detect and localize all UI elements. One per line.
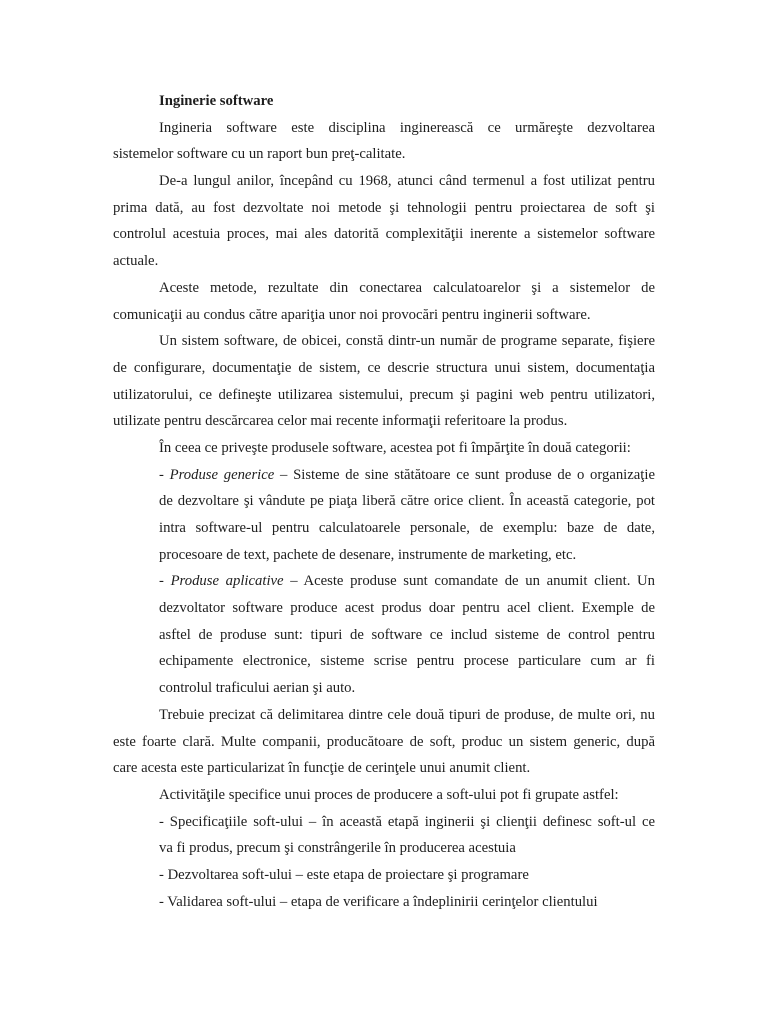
text-line: sistemelor software cu un raport bun preţ-calitate.: [113, 146, 406, 163]
term-emphasis: Produse generice: [169, 466, 275, 483]
doc-title: Inginerie software: [159, 93, 274, 109]
text-line: utilizate pentru descărcarea celor mai recente informaţii referitoare la produs.: [113, 413, 568, 430]
system-components-paragraph: [113, 328, 655, 435]
text-line: comunicaţii au condus către apariţia unor noi provocări pentru inginerii software.: [113, 306, 591, 323]
list-dash: -: [159, 573, 171, 590]
text-line: - Specificaţiile soft-ului – în această etapă inginerii şi clienţii definesc soft-ul ce: [159, 813, 655, 830]
text-line: Un sistem software, de obicei, constă dintr-un număr de programe separate, fişiere: [159, 333, 655, 350]
term-description: – Aceste produse sunt comandate de un anumit client. Un: [283, 573, 655, 590]
text-line: actuale.: [113, 253, 159, 270]
text-line: controlul acestuia proces, mai ales datorită complexităţii inerente a sistemelor software: [113, 226, 655, 243]
product-categories-intro: În ceea ce priveşte produsele software, acestea pot fi împărţite în două categorii:: [159, 439, 631, 456]
text-line: controlul traficului aerian şi auto.: [159, 680, 356, 697]
text-line: asftel de produse sunt: tipuri de software ce includ sisteme de control pentru: [159, 626, 655, 643]
text-line: utilizatorului, ce defineşte utilizarea sistemului, precum şi pagini web pentru utilizatori,: [113, 386, 655, 403]
term-emphasis: Produse aplicative: [170, 573, 284, 590]
specification-item: [113, 809, 655, 862]
history-paragraph: [113, 168, 655, 275]
development-item: [113, 862, 655, 889]
distinction-paragraph: [113, 702, 655, 782]
custom-products-item: [113, 568, 655, 701]
text-line: prima dată, au fost dezvoltate noi metode şi tehnologii pentru proiectarea de soft şi: [113, 199, 655, 216]
generic-products-item: [113, 462, 655, 569]
text-line: procesoare de text, pachete de desenare, instrumente de marketing, etc.: [159, 546, 577, 563]
text-line: Ingineria software este disciplina inginerească ce urmăreşte dezvoltarea: [159, 119, 655, 136]
challenges-paragraph: [113, 275, 655, 328]
definition-paragraph: [113, 115, 655, 168]
text-line: De-a lungul anilor, începând cu 1968, atunci când termenul a fost utilizat pentru: [159, 173, 655, 190]
validation-item: [113, 889, 655, 916]
text-line: echipamente electronice, sisteme scrise pentru procese particulare cum ar fi: [159, 653, 655, 670]
text-line: [159, 462, 655, 489]
text-line: Aceste metode, rezultate din conectarea calculatoarelor şi a sistemelor de: [159, 279, 655, 296]
text-line: de configurare, documentaţie de sistem, ce descrie structura unui sistem, documentaţia: [113, 359, 655, 376]
text-line: Trebuie precizat că delimitarea dintre cele două tipuri de produse, de multe ori, nu: [159, 706, 655, 723]
text-line: care acesta este particularizat în funcţie de cerinţele unui anumit client.: [113, 760, 531, 777]
text-line: va fi produs, precum şi constrângerile în producerea acestuia: [159, 840, 516, 857]
term-description: – Sisteme de sine stătătoare ce sunt produse de o organizaţie: [274, 466, 655, 483]
text-line: [159, 568, 655, 595]
text-line: - Validarea soft-ului – etapa de verificare a îndeplinirii cerinţelor clientului: [159, 893, 598, 910]
text-line: este foarte clară. Multe companii, producătoare de soft, produc un sistem generic, după: [113, 733, 655, 750]
text-line: dezvoltator software produce acest produs doar pentru acel client. Exemple de: [159, 600, 655, 617]
text-line: de dezvoltare şi vândute pe piaţa liberă către orice client. În această categorie, pot: [159, 493, 655, 510]
document-body: [113, 88, 655, 915]
text-line: - Dezvoltarea soft-ului – este etapa de proiectare şi programare: [159, 866, 529, 883]
list-dash: -: [159, 466, 170, 483]
activities-intro: Activităţile specifice unui proces de producere a soft-ului pot fi grupate astfel:: [159, 786, 619, 803]
text-line: intra software-ul pentru calculatoarele personale, de exemplu: baze de date,: [159, 520, 655, 536]
